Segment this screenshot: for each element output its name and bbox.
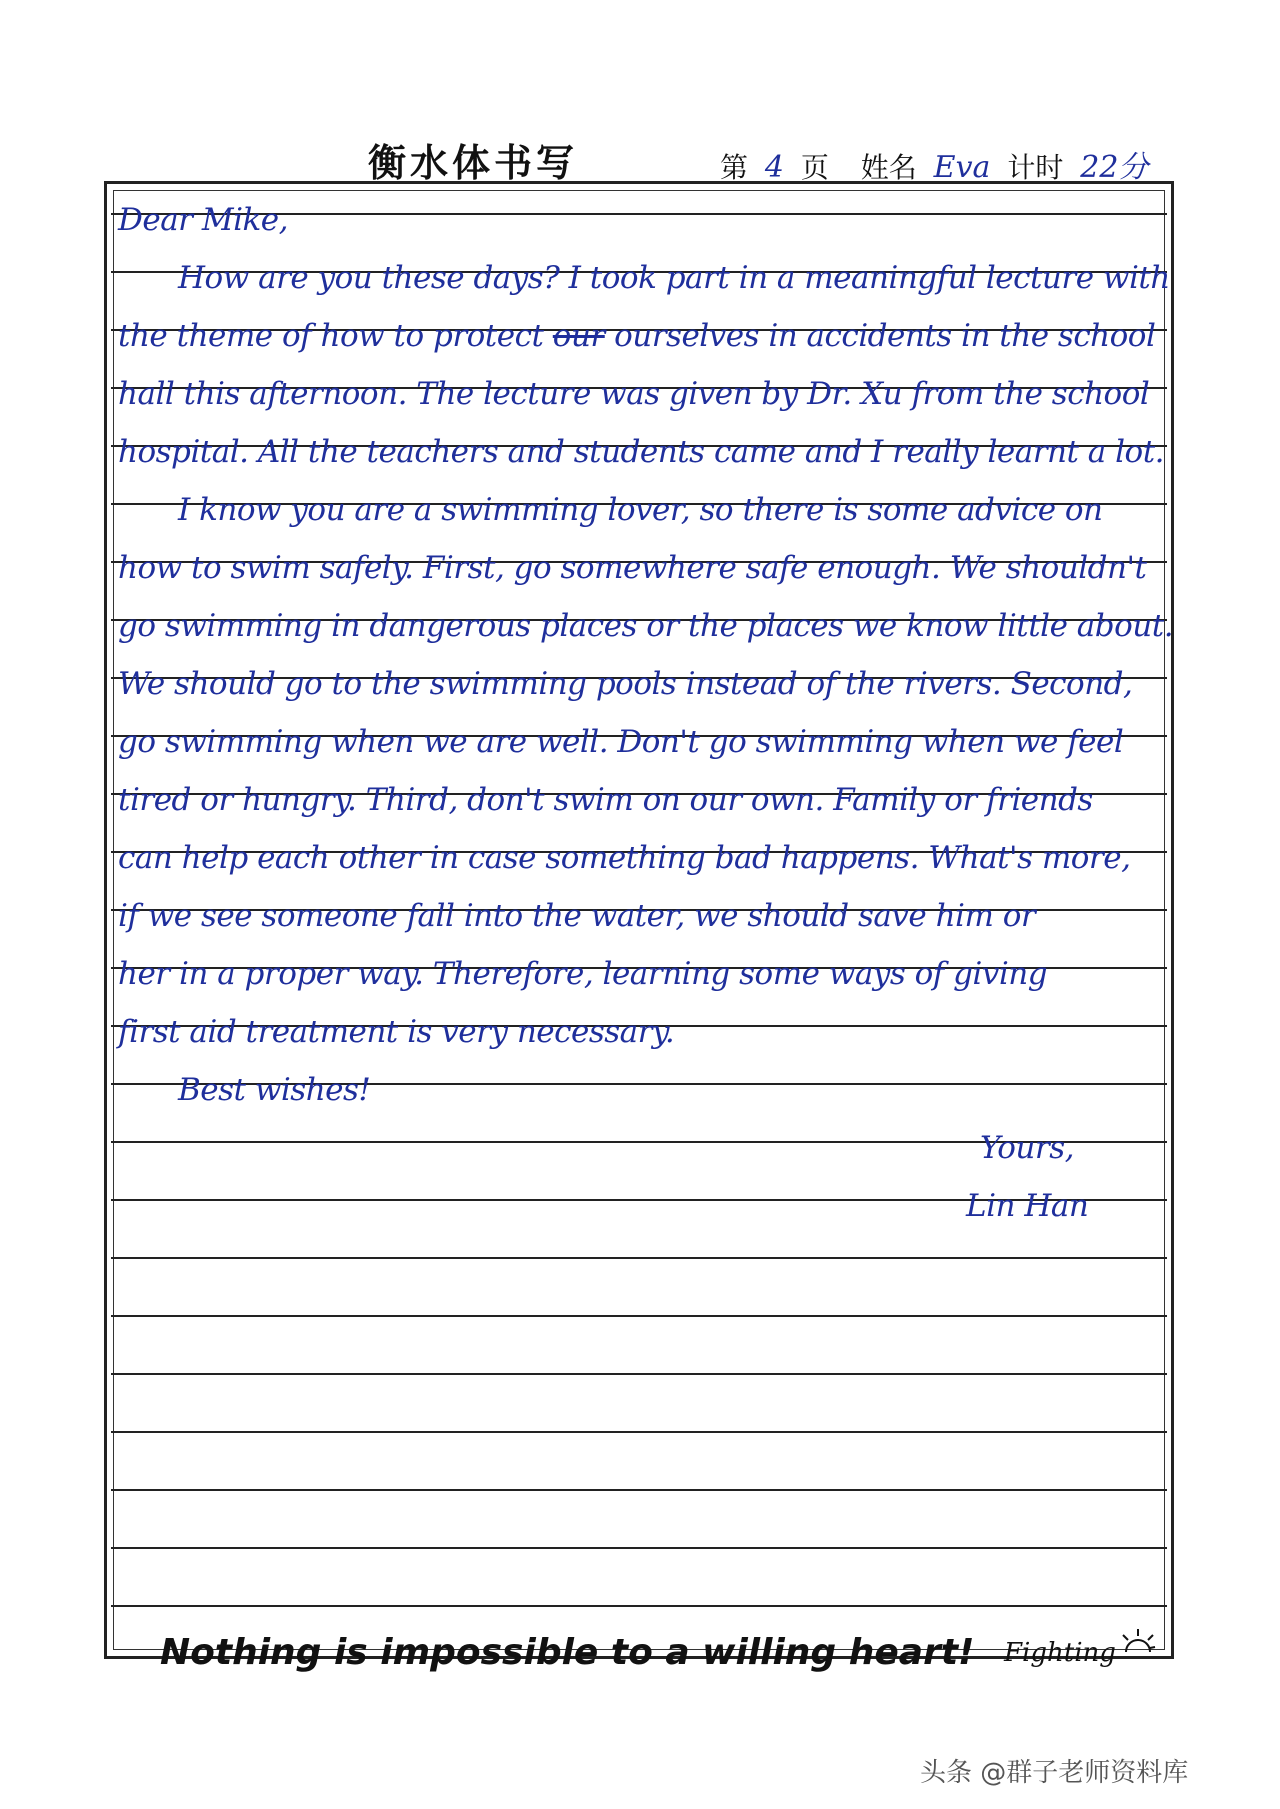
ruled-line [111,1605,1167,1607]
letter-line: hospital. All the teachers and students came and I really learnt a lot. [118,434,1165,470]
ruled-line [111,1373,1167,1375]
letter-line: how to swim safely. First, go somewhere safe enough. We shouldn't [118,550,1147,586]
letter-line: first aid treatment is very necessary. [118,1014,675,1050]
ruled-line [111,1547,1167,1549]
ruled-line [111,1431,1167,1433]
letter-line: her in a proper way. Therefore, learning some ways of giving [118,956,1048,992]
fighting-signoff: Fighting [1004,1638,1116,1668]
letter-line: We should go to the swimming pools instead of the rivers. Second, [118,666,1133,702]
letter-line: can help each other in case something bad happens. What's more, [118,840,1131,876]
ruled-line [111,1315,1167,1317]
timer-label: 计时 [1007,151,1064,184]
letter-line: Best wishes! [178,1072,371,1108]
name-value: Eva [933,150,991,185]
letter-line: if we see someone fall into the water, we should save him or [118,898,1036,934]
letter-line: tired or hungry. Third, don't swim on our own. Family or friends [118,782,1093,818]
ruled-line [111,1257,1167,1259]
sun-doodle-icon [1120,1626,1156,1656]
letter-line: Yours, [980,1130,1074,1166]
letter-line: hall this afternoon. The lecture was given by Dr. Xu from the school [118,376,1150,412]
ruled-line [111,1489,1167,1491]
letter-line: I know you are a swimming lover, so there is some advice on [178,492,1103,528]
letter-line: Lin Han [966,1188,1089,1224]
timer-value: 22分 [1080,150,1149,185]
page-header [0,132,1280,185]
letter-line: Dear Mike, [118,202,288,238]
sheet-meta [720,142,1156,186]
watermark: 头条 @群子老师资料库 [920,1758,1189,1788]
letter-line: go swimming when we are well. Don't go swimming when we feel [118,724,1124,760]
letter-line: How are you these days? I took part in a meaningful lecture with [178,260,1170,296]
letter-line: the theme of how to protect our ourselves in accidents in the school [118,318,1156,354]
motto: Nothing is impossible to a willing heart! [160,1632,975,1673]
name-label: 姓名 [860,151,917,184]
page-label: 第 [720,151,749,184]
page-number: 4 [764,150,785,185]
sheet-title: 衡水体书写 [368,140,579,185]
page-suffix: 页 [800,151,829,184]
letter-line: go swimming in dangerous places or the places we know little about. [118,608,1174,644]
